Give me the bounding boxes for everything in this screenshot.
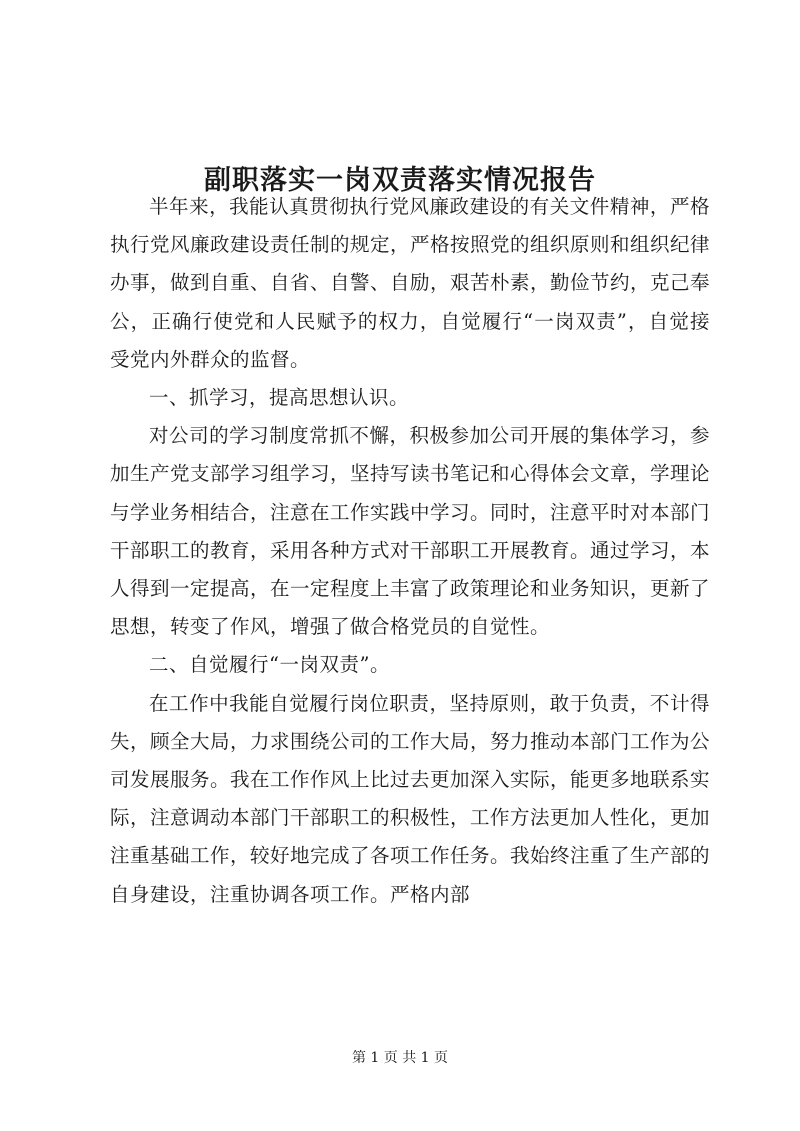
section-heading-duties: 二、自觉履行“一岗双责”。 bbox=[149, 653, 390, 677]
document-title: 副职落实一岗双责落实情况报告 bbox=[204, 165, 596, 197]
paragraph-intro: 半年来，我能认真贯彻执行党风廉政建设的有关文件精神，严格执行党风廉政建设责任制的规定，严格按照党的组织原则和组织纪律办事，做到自重、自省、自警、自励，艰苦朴素，勤俭节约，克己奉公，正确行使党和人民赋予的权力，自觉履行“一岗双责”，自觉接受党内外群众的监督。 bbox=[110, 195, 711, 371]
document-body bbox=[110, 188, 710, 914]
paragraph-duties: 在工作中我能自觉履行岗位职责，坚持原则，敢于负责，不计得失，顾全大局，力求围绕公司的工作大局，努力推动本部门工作为公司发展服务。我在工作作风上比过去更加深入实际，能更多地联系实际，注意调动本部门干部职工的积极性，工作方法更加人性化，更加注重基础工作，较好地完成了各项工作任务。我始终注重了生产部的自身建设，注重协调各项工作。严格内部 bbox=[110, 691, 711, 906]
paragraph-study: 对公司的学习制度常抓不懈，积极参加公司开展的集体学习，参加生产党支部学习组学习，坚持写读书笔记和心得体会文章，学理论与学业务相结合，注意在工作实践中学习。同时，注意平时对本部门干部职工的教育，采用各种方式对干部职工开展教育。通过学习，本人得到一定提高，在一定程度上丰富了政策理论和业务知识，更新了思想，转变了作风，增强了做合格党员的自觉性。 bbox=[110, 424, 711, 639]
page-footer: 第 1 页 共 1 页 bbox=[351, 1050, 449, 1066]
section-heading-study: 一、抓学习，提高思想认识。 bbox=[149, 386, 410, 410]
